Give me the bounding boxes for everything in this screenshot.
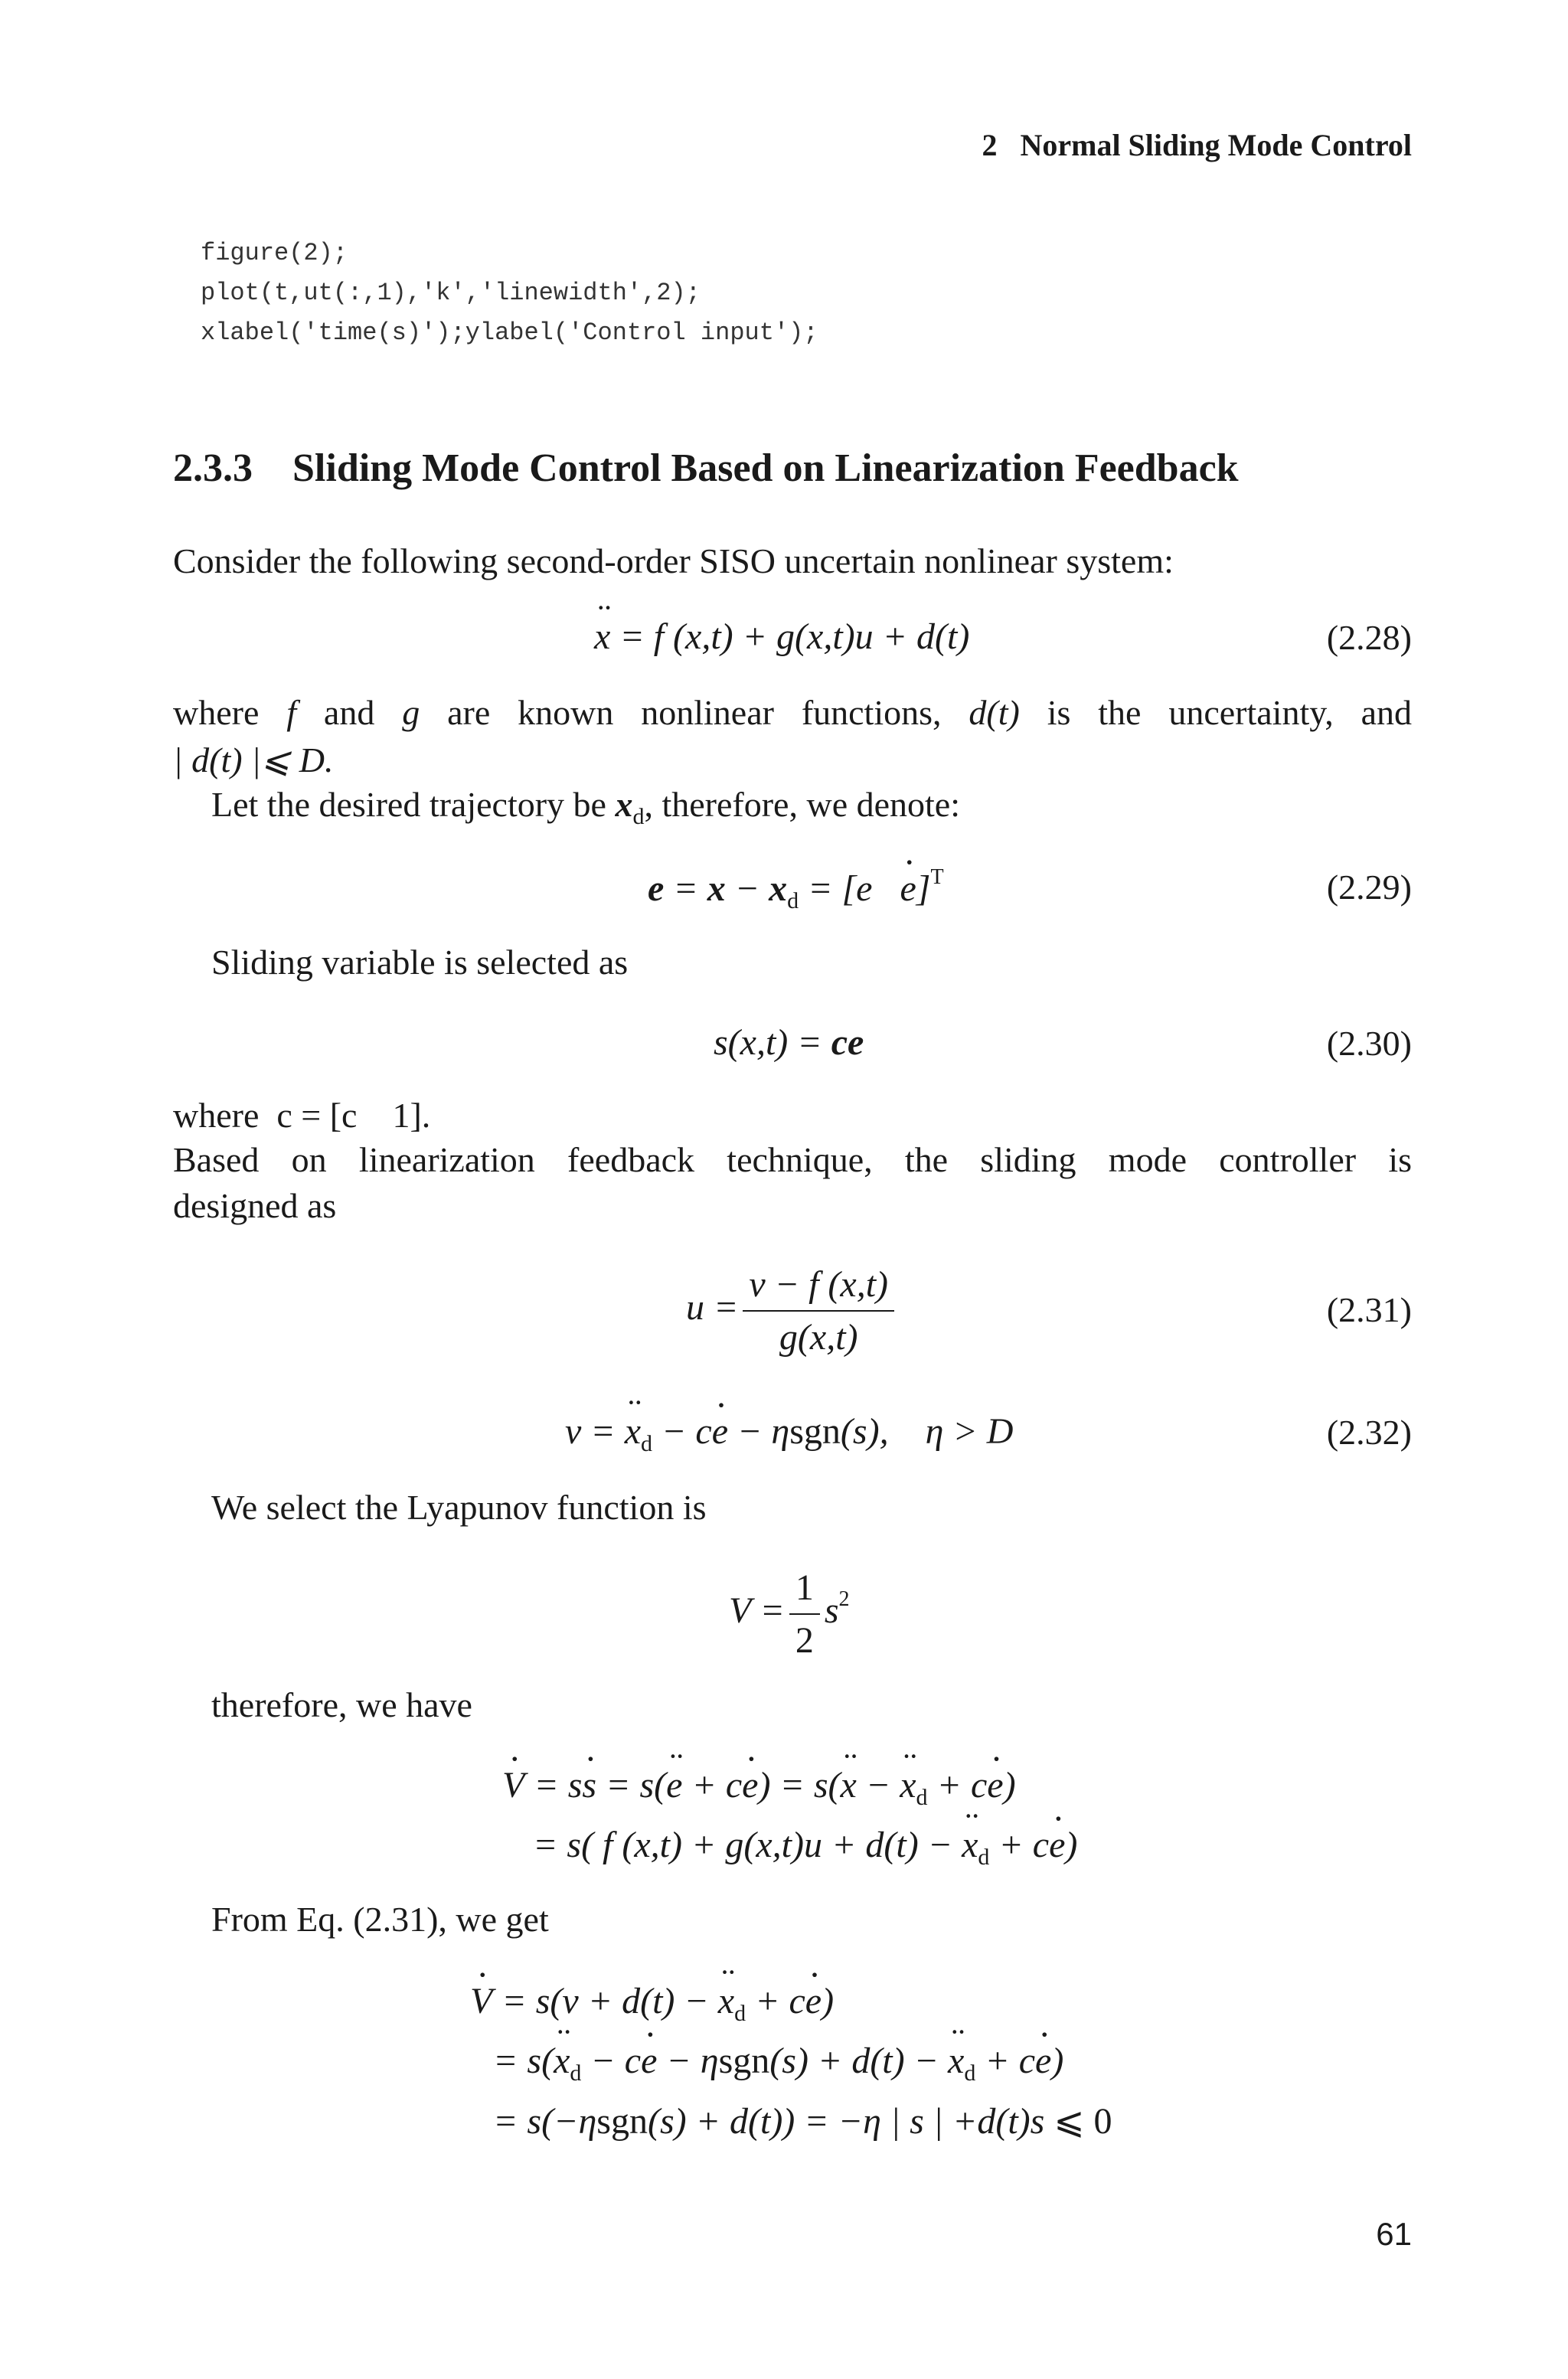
code-line: xlabel('time(s)');ylabel('Control input'); [201,319,818,347]
equation-2-29: $e = x - x_d = [e$ e ·]$^T$ [648,865,944,914]
page-number: 61 [1376,2216,1412,2252]
equation-number: (2.31) [1326,1290,1412,1329]
section-heading: 2.3.3 Sliding Mode Control Based on Linearization Feedback [173,446,1239,490]
paragraph-from-eq: From Eq. (2.31), we get [211,1900,549,1939]
paragraph-where-line2: | d(t) |⩽ D. [173,740,334,779]
equation-vdot2-line1: V · = $s(v + d(t) - x \cdot\cdot_d$ + ce ·) [470,1980,834,2027]
paragraph-where-line1: where f and g are known nonlinear functions, d(t) is the uncertainty, and [173,693,1413,732]
equation-2-30: s(x,t) = ce [714,1022,864,1063]
equation-number: (2.29) [1326,868,1412,907]
equation-number: (2.30) [1326,1024,1412,1063]
paragraph-desired: Let the desired trajectory be $x_d$, therefore, we denote: [211,785,961,829]
equation-number: (2.28) [1326,618,1412,657]
paragraph-therefore: therefore, we have [211,1685,472,1724]
equation-number: (2.32) [1326,1413,1412,1452]
paragraph-lyapunov: We select the Lyapunov function is [211,1488,707,1527]
equation-vdot-line1: V · = ss · = s(e ·· + ce ·) = s(x ·· − $x \cdot\cdot_d$ + ce ·) [502,1764,1016,1811]
equation-vdot-line2: = s( f $(x,t) + g(x,t)u + d(t) - x \cdot\cdot_d$ + ce ·) [533,1824,1077,1871]
paragraph-where-c: where c = [c 1]. [173,1096,431,1135]
code-line: plot(t,ut(:,1),'k','linewidth',2); [201,279,701,307]
equation-vdot2-line3: = s(−ηsgn(s) + d(t)) = −η | s | +d(t)s ⩽ 0 [493,2101,1112,2142]
paragraph-based-line1: Based on linearization feedback technique, the sliding mode controller is [173,1140,1412,1179]
equation-2-32: $v = x \cdot\cdot_d$ − ce · − ηsgn(s), η > D [565,1410,1013,1457]
equation-lyapunov: V = $\frac{1}{2}$ $s^2$ [729,1567,850,1661]
paragraph-based-line2: designed as [173,1186,337,1225]
equation-2-28: x ·· = f (x,t) + g(x,t)u + d(t) [594,616,969,658]
running-head: 2 Normal Sliding Mode Control [982,128,1412,162]
code-line: figure(2); [201,239,348,267]
paragraph-intro: Consider the following second-order SISO uncertain nonlinear system: [173,541,1174,580]
paragraph-sliding-variable: Sliding variable is selected as [211,943,629,982]
equation-vdot2-line2: = $s(x \cdot\cdot_d$ − ce · − $\eta sgn(s) + d(t) - x \cdot\cdot_d$ + ce ·) [493,2040,1063,2087]
equation-2-31: u = $\frac{v - f (x,t)}{g(x,t)}$ [686,1263,899,1358]
